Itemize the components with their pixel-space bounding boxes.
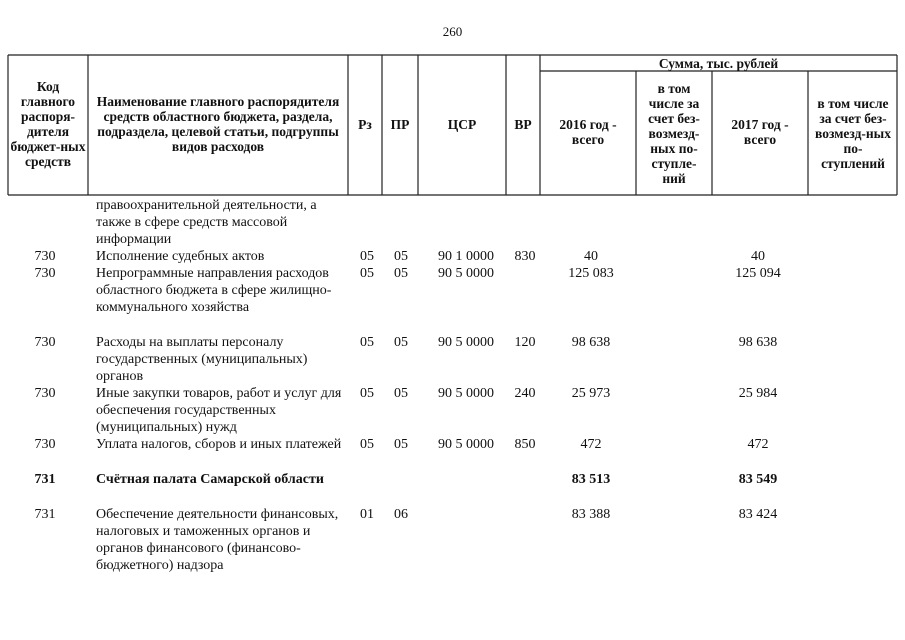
row-rz: 05	[360, 437, 374, 452]
row-pr: 05	[394, 386, 408, 401]
row-rz: 05	[360, 386, 374, 401]
row-sum-2017: 472	[747, 437, 769, 452]
header-pr: ПР	[390, 116, 410, 132]
row-code: 730	[34, 386, 56, 401]
header-2017-free: в том числе за счет без-возмезд-ных по-ступлений	[815, 95, 891, 171]
row-name: Счётная палата Самарской области	[96, 472, 324, 487]
row-vr: 830	[514, 249, 536, 264]
header-2016-free: в том числе за счет без-возмезд-ных по-ступле-ний	[648, 80, 700, 186]
page-number: 260	[442, 24, 463, 39]
row-pr: 06	[394, 507, 408, 522]
row-name: Обеспечение деятельности финансовых, налоговых и таможенных органов и органов финансового (финансово-бюджетного) надзора	[96, 507, 339, 573]
row-vr: 240	[514, 386, 536, 401]
row-sum-2016: 83 388	[571, 507, 611, 522]
header-rz: Рз	[358, 116, 372, 132]
row-code: 730	[34, 249, 56, 264]
header-name: Наименование главного распорядителя средств областного бюджета, раздела, подраздела, целевой статьи, подгруппы видов расходов	[96, 94, 340, 154]
row-csr: 90 5 0000	[438, 335, 494, 350]
header-sum-title: Сумма, тыс. рублей	[658, 55, 779, 71]
row-sum-2017: 83 424	[738, 507, 778, 522]
row-pr: 05	[394, 335, 408, 350]
header-code: Код главного распоря-дителя бюджет-ных средств	[10, 79, 86, 169]
row-rz: 05	[360, 266, 374, 281]
row-csr: 90 5 0000	[438, 386, 494, 401]
row-name: правоохранительной деятельности, а также в сфере средств массовой информации	[96, 198, 317, 247]
row-csr: 90 5 0000	[438, 266, 494, 281]
header-csr: ЦСР	[447, 116, 477, 132]
row-sum-2016: 98 638	[571, 335, 611, 350]
row-sum-2017: 125 094	[735, 266, 781, 281]
row-sum-2016: 125 083	[568, 266, 614, 281]
row-vr: 850	[514, 437, 536, 452]
row-sum-2016: 25 973	[571, 386, 611, 401]
row-sum-2016: 40	[584, 249, 598, 264]
row-sum-2016: 83 513	[571, 472, 611, 487]
row-rz: 05	[360, 249, 374, 264]
row-sum-2017: 40	[751, 249, 765, 264]
row-sum-2016: 472	[580, 437, 602, 452]
row-code: 731	[34, 472, 56, 487]
row-name: Исполнение судебных актов	[96, 249, 265, 264]
row-code: 731	[34, 507, 56, 522]
row-vr: 120	[514, 335, 536, 350]
row-pr: 05	[394, 437, 408, 452]
row-name: Иные закупки товаров, работ и услуг для обеспечения государственных (муниципальных) нужд	[96, 386, 342, 435]
row-sum-2017: 98 638	[738, 335, 778, 350]
row-name: Уплата налогов, сборов и иных платежей	[96, 437, 342, 452]
row-name: Расходы на выплаты персоналу государственных (муниципальных) органов	[96, 335, 308, 384]
row-rz: 01	[360, 507, 374, 522]
row-pr: 05	[394, 249, 408, 264]
header-2017-total: 2017 год - всего	[731, 117, 789, 147]
row-csr: 90 5 0000	[438, 437, 494, 452]
header-vr: ВР	[514, 116, 532, 132]
row-pr: 05	[394, 266, 408, 281]
row-name: Непрограммные направления расходов областного бюджета в сфере жилищно-коммунального хозяйства	[96, 266, 332, 315]
row-code: 730	[34, 266, 56, 281]
header-2016-total: 2016 год - всего	[559, 117, 617, 147]
row-code: 730	[34, 437, 56, 452]
row-sum-2017: 83 549	[738, 472, 778, 487]
row-code: 730	[34, 335, 56, 350]
row-sum-2017: 25 984	[738, 386, 778, 401]
row-rz: 05	[360, 335, 374, 350]
row-csr: 90 1 0000	[438, 249, 494, 264]
